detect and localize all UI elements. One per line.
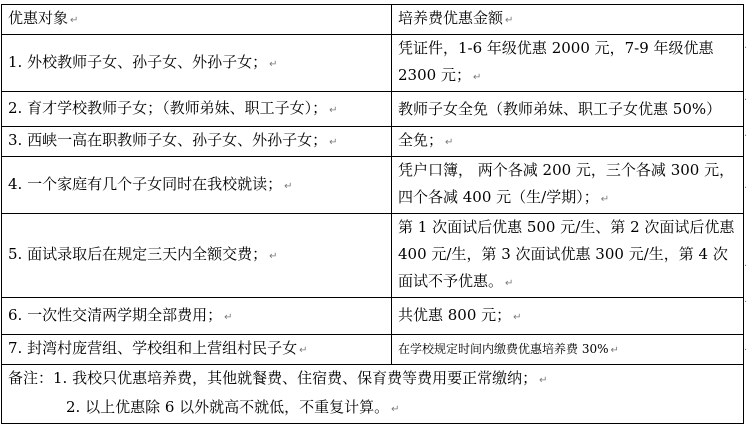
discount-text: 凭证件，1-6 年级优惠 2000 元，7-9 年级优惠 2300 元； xyxy=(398,39,714,84)
discount-cell xyxy=(392,92,744,127)
target-cell xyxy=(2,335,392,365)
paragraph-mark-icon: ↵ xyxy=(329,104,338,116)
header-target: 优惠对象 xyxy=(8,9,69,27)
row-end-mark-icon: · xyxy=(744,183,748,194)
paragraph-mark-icon: ↵ xyxy=(539,375,548,386)
table-row xyxy=(2,335,744,365)
paragraph-mark-icon: ↵ xyxy=(224,311,233,323)
target-text: 3. 西峡一高在职教师子女、孙子女、外孙子女； xyxy=(8,131,328,149)
target-cell xyxy=(2,92,392,127)
paragraph-mark-icon: ↵ xyxy=(445,137,454,148)
paragraph-mark-icon: ↵ xyxy=(610,345,619,356)
notes-row xyxy=(2,365,744,424)
discount-table xyxy=(1,4,744,424)
discount-cell xyxy=(392,35,744,92)
target-text: 5. 面试录取后在规定三天内全额交费； xyxy=(8,245,268,263)
discount-text: 共优惠 800 元； xyxy=(398,305,512,324)
discount-cell xyxy=(392,157,744,214)
discount-text: 教师子女全免（教师弟妹、职工子女优惠 50%） xyxy=(398,99,722,118)
target-cell xyxy=(2,214,392,298)
target-text: 1. 外校教师子女、孙子女、外孙子女； xyxy=(8,52,268,71)
paragraph-mark-icon: ↵ xyxy=(472,72,482,83)
paragraph-mark-icon: ↵ xyxy=(391,404,400,415)
table-header-row xyxy=(2,5,744,35)
notes-cell xyxy=(2,365,744,424)
table-row xyxy=(2,214,744,298)
paragraph-mark-icon: ↵ xyxy=(284,180,293,192)
table-row xyxy=(2,127,744,157)
table-row xyxy=(2,298,744,335)
table-row xyxy=(2,92,744,127)
discount-text: 凭户口簿， 两个各减 200 元，三个各减 300 元，四个各减 400 元（生/学期）； xyxy=(398,161,735,206)
paragraph-mark-icon: ↵ xyxy=(600,194,610,205)
discount-text: 全免； xyxy=(398,131,444,149)
paragraph-mark-icon: ↵ xyxy=(70,15,79,26)
discount-cell xyxy=(392,298,744,335)
row-end-mark-icon: · xyxy=(744,95,748,106)
header-discount-cell xyxy=(392,5,744,35)
note-text-2: 2. 以上优惠除 6 以外就高不就低，不重复计算。 xyxy=(66,398,390,416)
discount-text: 第 1 次面试后优惠 500 元/生、第 2 次面试后优惠 400 元/生，第 3 次面试优惠 300 元/生，第 4 次面试不予优惠。 xyxy=(398,218,735,290)
target-cell xyxy=(2,157,392,214)
paragraph-mark-icon: ↵ xyxy=(269,251,278,262)
target-text: 6. 一次性交清两学期全部费用； xyxy=(8,305,223,324)
target-text: 4. 一个家庭有几个子女同时在我校就读； xyxy=(8,174,283,193)
discount-text: 在学校规定时间内缴费优惠培养费 30% xyxy=(398,342,609,356)
discount-cell xyxy=(392,335,744,365)
target-cell xyxy=(2,35,392,92)
paragraph-mark-icon: ↵ xyxy=(269,58,278,70)
paragraph-mark-icon: ↵ xyxy=(505,278,514,289)
paragraph-mark-icon: ↵ xyxy=(513,311,522,323)
row-end-mark-icon: · xyxy=(744,345,748,356)
discount-cell xyxy=(392,127,744,157)
table-row xyxy=(2,157,744,214)
note-text-1: 备注：1. 我校只优惠培养费，其他就餐费、住宿费、保育费等费用要正常缴纳； xyxy=(8,369,538,387)
target-cell xyxy=(2,127,392,157)
target-cell xyxy=(2,298,392,335)
discount-cell xyxy=(392,214,744,298)
header-target-cell xyxy=(2,5,392,35)
target-text: 2. 育才学校教师子女；（教师弟妹、职工子女）； xyxy=(8,98,328,117)
table-row xyxy=(2,35,744,92)
note-line-2 xyxy=(8,394,737,423)
row-end-mark-icon: · xyxy=(744,43,748,54)
row-end-mark-icon: · xyxy=(744,261,748,272)
target-text: 7. 封湾村庞营组、学校组和上营组村民子女 xyxy=(8,339,298,357)
paragraph-mark-icon: ↵ xyxy=(329,137,338,148)
paragraph-mark-icon: ↵ xyxy=(505,15,514,26)
note-line-1 xyxy=(8,365,737,394)
header-discount: 培养费优惠金额 xyxy=(398,9,504,27)
paragraph-mark-icon: ↵ xyxy=(299,345,308,356)
row-end-mark-icon: · xyxy=(744,131,748,142)
row-end-mark-icon: · xyxy=(744,297,748,308)
